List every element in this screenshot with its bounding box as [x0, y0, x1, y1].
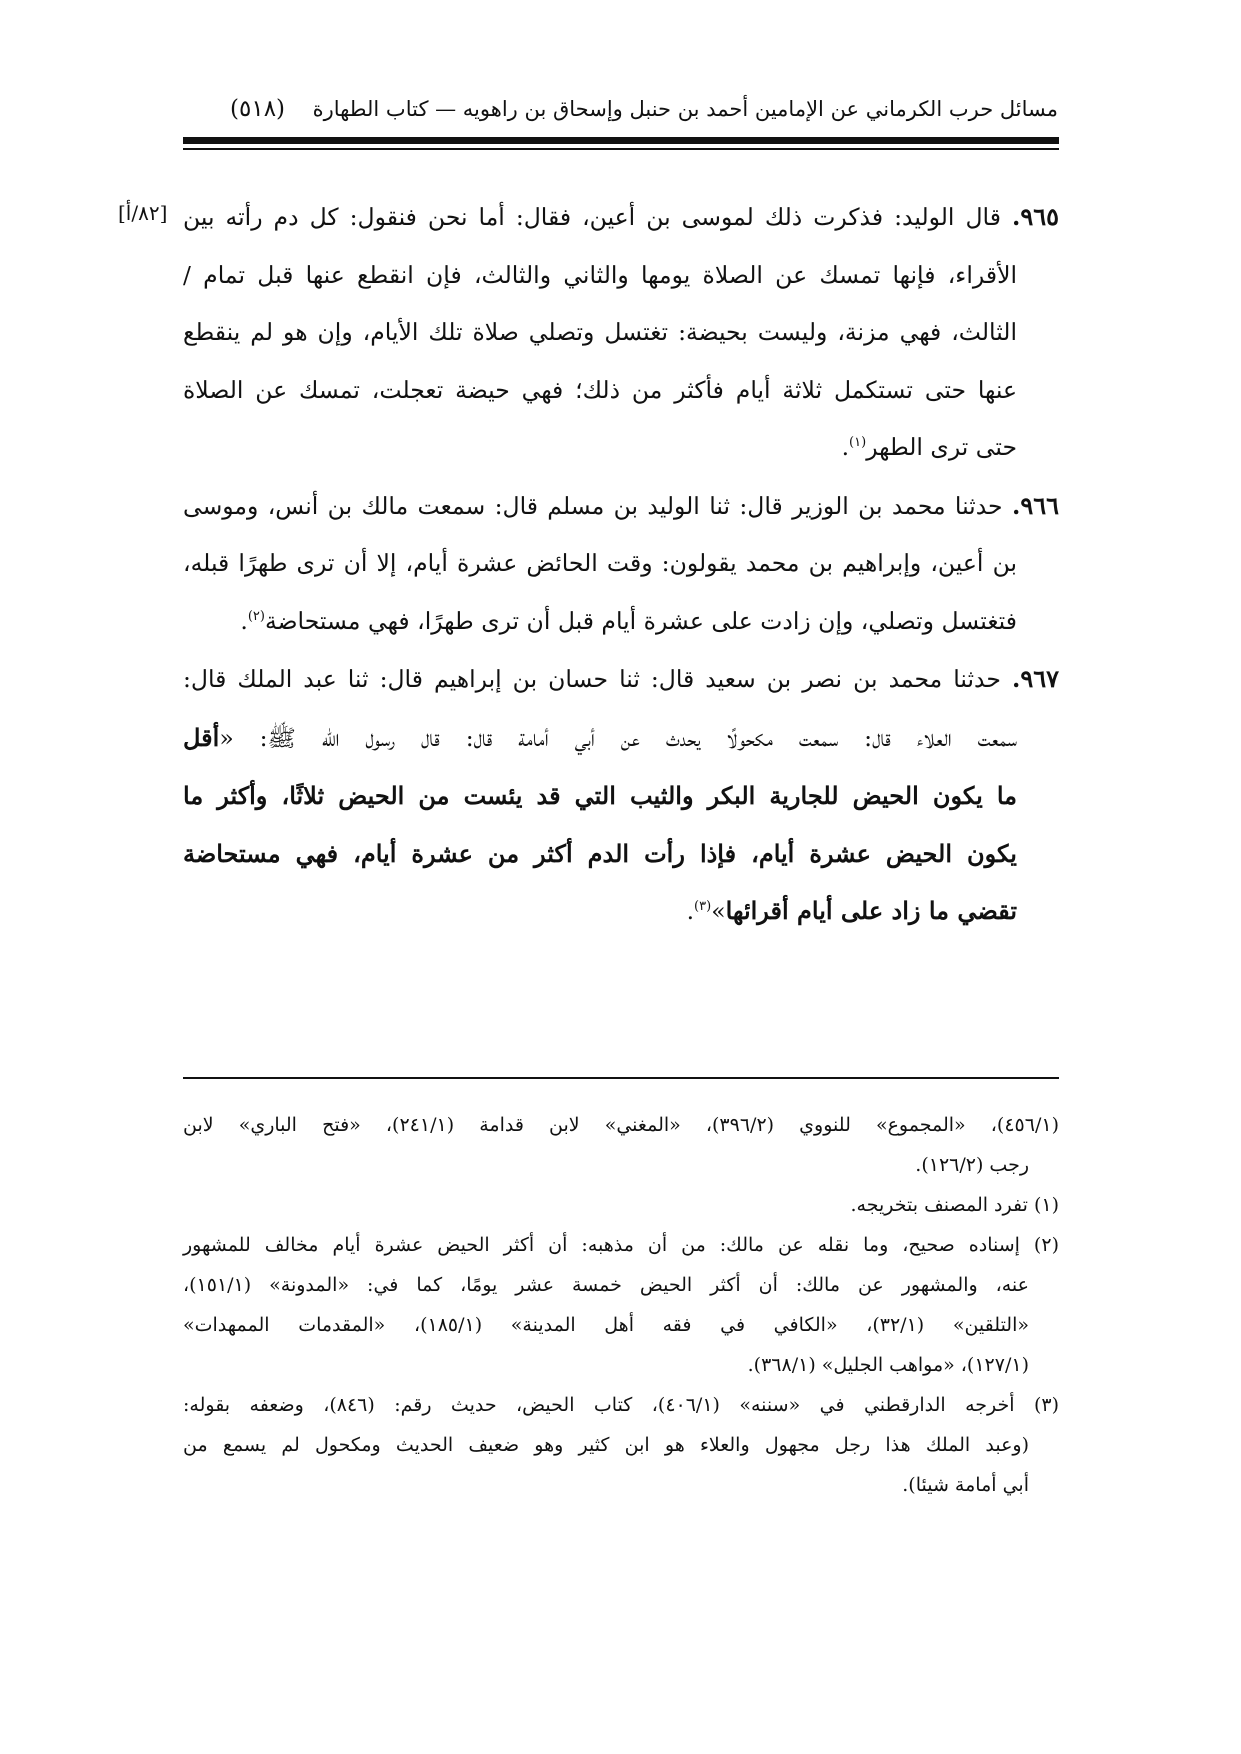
footnote-line: (وعبد الملك هذا رجل مجهول والعلاء هو ابن كثير وهو ضعيف الحديث ومكحول لم يسمع من [183, 1434, 1029, 1456]
footnote-3 [183, 1385, 1059, 1505]
footnote-line: عنه، والمشهور عن مالك: أن أكثر الحيض خمسة عشر يومًا، كما في: «المدونة» (١٥١/١)، [183, 1274, 1029, 1296]
main-text [183, 188, 1059, 941]
entry-line: سمعت العلاء قال: سمعت مكحولًا يحدث عن أبي أمامة قال: قال رسول الله ﷺ: « [219, 723, 1017, 752]
manuscript-folio-ref: [٨٢/أ] [118, 201, 168, 225]
footnote-line: (٤٥٦/١)، «المجموع» للنووي (٣٩٦/٢)، «المغني» لابن قدامة (٢٤١/١)، «فتح الباري» لابن [183, 1114, 1059, 1136]
page-header [183, 92, 1058, 132]
footnote-1 [183, 1185, 1059, 1225]
running-title: مسائل حرب الكرماني عن الإمامين أحمد بن حنبل وإسحاق بن راهويه — كتاب الطهارة [312, 97, 1058, 121]
footnote-line: رجب (١٢٦/٢). [915, 1154, 1029, 1176]
footnote-2 [183, 1225, 1059, 1385]
footnote-line: (٢) إسناده صحيح، وما نقله عن مالك: من أن مذهبه: أن أكثر الحيض عشرة أيام مخالف للمشهور [183, 1234, 1059, 1256]
footnote-ref[interactable]: (٣) [694, 899, 712, 915]
entry-line: فتغتسل وتصلي، وإن زادت على عشرة أيام قبل أن ترى طهرًا، فهي مستحاضة [264, 606, 1017, 635]
entry-967: ٩٦٧. حدثنا محمد بن نصر بن سعيد قال: ثنا حسان بن إبراهيم قال: ثنا عبد الملك قال: سمعت العلاء قال: سمعت مكحولًا يحدث عن أبي أمامة قال: قال رسول الله ﷺ: «أقل ما يكون الحيض للجارية البكر والثيب التي قد يئست من الحيض ثلاثًا، وأكثر ما يكون الحيض عشرة أيام، فإذا رأت الدم أكثر من عشرة أيام، فهي مستحاضة تقضي ما زاد على أيام أقرائها»$^{(٣)}$. [183, 664, 1059, 925]
entry-line: حدثنا محمد بن الوزير قال: ثنا الوليد بن مسلم قال: سمعت مالك بن أنس، وموسى [183, 491, 1003, 520]
header-rule-thin [183, 148, 1059, 150]
footnote-separator [183, 1077, 1059, 1079]
entry-965: ٩٦٥. قال الوليد: فذكرت ذلك لموسى بن أعين، فقال: أما نحن فنقول: كل دم رأته بين الأقراء، فإنها تمسك عن الصلاة يومها والثاني والثالث، فإن انقطع عنها قبل تمام / الثالث، فهي مزنة، وليست بحيضة: تغتسل وتصلي صلاة تلك الأيام، وإن هو لم ينقطع عنها حتى تستكمل ثلاثة أيام فأكثر من ذلك؛ فهي حيضة تعجلت، تمسك عن الصلاة حتى ترى الطهر$^{(١)}$. [183, 202, 1059, 461]
entry-966: ٩٦٦. حدثنا محمد بن الوزير قال: ثنا الوليد بن مسلم قال: سمعت مالك بن أنس، وموسى بن أعين، وإبراهيم بن محمد يقولون: وقت الحائض عشرة أيام، إلا أن ترى طهرًا قبله، فتغتسل وتصلي، وإن زادت على عشرة أيام قبل أن ترى طهرًا، فهي مستحاضة$^{(٢)}$. [183, 490, 1059, 635]
footnotes [183, 1105, 1059, 1505]
footnote-line: أبي أمامة شيئا). [902, 1474, 1029, 1496]
footnote-line: (١) تفرد المصنف بتخريجه. [850, 1194, 1059, 1216]
footnote-line: (٣) أخرجه الدارقطني في «سننه» (٤٠٦/١)، كتاب الحيض، حديث رقم: (٨٤٦)، وضعفه بقوله: [183, 1394, 1059, 1416]
close-quote: » [711, 897, 726, 925]
entry-number: ٩٦٧. [1011, 664, 1059, 693]
entry-line: بن أعين، وإبراهيم بن محمد يقولون: وقت الحائض عشرة أيام، إلا أن ترى طهرًا قبله، [183, 549, 1017, 577]
footnote-ref[interactable]: (١) [849, 435, 867, 451]
entry-line: الأقراء، فإنها تمسك عن الصلاة يومها والثاني والثالث، فإن انقطع عنها قبل تمام / [183, 260, 1017, 289]
entry-number: ٩٦٥. [1011, 202, 1059, 231]
hadith-text: أقل [183, 722, 220, 752]
entry-line: الثالث، فهي مزنة، وليست بحيضة: تغتسل وتصلي صلاة تلك الأيام، وإن هو لم ينقطع [183, 318, 1017, 346]
hadith-text: ما يكون الحيض للجارية البكر والثيب التي قد يئست من الحيض ثلاثًا، وأكثر ما [183, 781, 1017, 810]
hadith-text: تقضي ما زاد على أيام أقرائها [725, 896, 1017, 925]
hadith-text: يكون الحيض عشرة أيام، فإذا رأت الدم أكثر من عشرة أيام، فهي مستحاضة [183, 838, 1017, 868]
entry-number: ٩٦٦. [1011, 490, 1059, 520]
footnote-carry-over [183, 1105, 1059, 1185]
footnote-line: (١٢٧/١)، «مواهب الجليل» (٣٦٨/١). [747, 1354, 1029, 1376]
footnote-line: «التلقين» (٣٢/١)، «الكافي في فقه أهل المدينة» (١٨٥/١)، «المقدمات الممهدات» [183, 1314, 1029, 1336]
page-number: (٥١٨) [230, 96, 286, 122]
entry-line: حتى ترى الطهر [866, 433, 1017, 461]
entry-line: قال الوليد: فذكرت ذلك لموسى بن أعين، فقال: أما نحن فنقول: كل دم رأته بين [183, 203, 1001, 231]
footnote-ref[interactable]: (٢) [247, 608, 265, 624]
header-rule-thick [183, 137, 1059, 144]
entry-line: عنها حتى تستكمل ثلاثة أيام فأكثر من ذلك؛ فهي حيضة تعجلت، تمسك عن الصلاة [183, 375, 1017, 404]
entry-line: حدثنا محمد بن نصر بن سعيد قال: ثنا حسان بن إبراهيم قال: ثنا عبد الملك قال: [183, 665, 1001, 693]
